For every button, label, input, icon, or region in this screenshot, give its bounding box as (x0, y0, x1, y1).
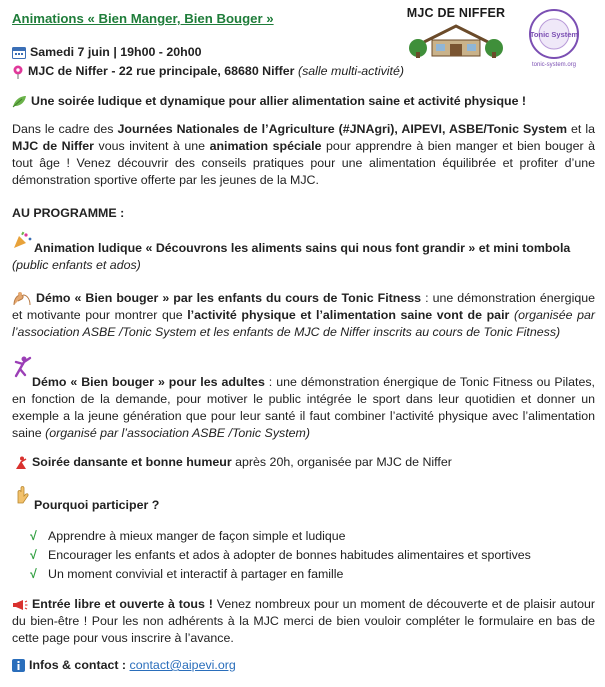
dancer-icon (12, 456, 28, 470)
tonic-logo-text: Tonic System (529, 30, 579, 39)
intro-special: animation spéciale (209, 139, 322, 153)
location-address: - 22 rue principale, 68680 Niffer (107, 64, 298, 78)
mjc-logo-text: MJC DE NIFFER (406, 6, 506, 20)
programme-item-3-note: (organisé par l’association ASBE /Tonic System) (45, 426, 310, 440)
intro-text-4: pour apprendre à bien manger et bien bouger à tout âge ! Venez découvrir des conseils pratiques pour une alimentation équilibrée et profiter d’une démonstration sportive offerte par les jeunes de la MJC. (12, 139, 595, 187)
programme-item-2-title: Démo « Bien bouger » par les enfants du cours de Tonic Fitness (36, 291, 422, 305)
intro-text-3: vous invitent à une (94, 139, 210, 153)
programme-item-3 (12, 374, 595, 442)
why-item-3 (30, 566, 343, 583)
info-icon (12, 659, 25, 672)
check-icon: √ (30, 548, 37, 562)
why-item-2-text: Encourager les enfants et ados à adopter de bonnes habitudes alimentaires et sportives (48, 548, 531, 562)
why-heading: Pourquoi participer ? (34, 498, 160, 512)
location-note: (salle multi-activité) (297, 64, 404, 78)
event-location-line (12, 63, 595, 80)
intro-paragraph (12, 121, 595, 189)
intro-mjc: MJC de Niffer (12, 139, 95, 153)
flexed-arms-icon (12, 291, 32, 307)
programme-item-2 (12, 290, 595, 341)
programme-item-1-text (12, 240, 595, 274)
entry-paragraph (12, 596, 595, 647)
megaphone-icon (12, 598, 28, 611)
programme-item-2-note: (organisée par l’association ASBE /Tonic System et les enfants de MJC de Niffer inscrits au cours de Tonic Fitness) (12, 308, 596, 339)
programme-heading: AU PROGRAMME : (12, 206, 125, 220)
programme-item-1-note: (public enfants et ados) (12, 258, 141, 272)
programme-item-3-title: Démo « Bien bouger » pour les adultes (32, 375, 265, 389)
why-item-1-text: Apprendre à mieux manger de façon simple et ludique (48, 529, 346, 543)
programme-item-2-text: : une démonstration énergique et motivante pour montrer que (12, 291, 595, 322)
programme-item-4-text: après 20h, organisée par MJC de Niffer (231, 455, 452, 469)
calendar-icon (12, 46, 26, 59)
why-item-2 (30, 547, 531, 564)
check-icon: √ (30, 567, 37, 581)
programme-item-3-text: : une démonstration énergique de Tonic Fitness ou Pilates, en fonction de la demande, pour motiver le public intégrée le sport dans leur quotidien et donner un exemple a la jeune génération que pour leur santé il faut combiner l’activité physique avec l’alimentation saine (12, 375, 595, 440)
check-icon: √ (30, 529, 37, 543)
event-date: Samedi 7 juin | 19h00 - 20h00 (30, 45, 202, 59)
leaf-icon (12, 95, 27, 108)
programme-item-4 (12, 454, 595, 471)
intro-text-2: et la (567, 122, 595, 136)
location-name: MJC de Niffer (28, 64, 108, 78)
event-date-line (12, 44, 595, 61)
entry-title: Entrée libre et ouverte à tous ! (32, 597, 213, 611)
contact-line (12, 657, 595, 674)
programme-item-2-highlight: l’activité physique et l’alimentation saine vont de pair (187, 308, 510, 322)
why-item-3-text: Un moment convivial et interactif à partager en famille (48, 567, 344, 581)
entry-text: Venez nombreux pour un moment de découverte et de plaisir autour du bien-être ! Pour les non adhérents à la MJC merci de bien vouloir compléter le formulaire en bas de cette page pour vous inscrire à l’avance. (12, 597, 595, 645)
tonic-logo-url: tonic-system.org (531, 62, 577, 68)
tagline-line (12, 93, 595, 110)
page-title: Animations « Bien Manger, Bien Bouger » (12, 11, 274, 26)
thinking-hand-icon (12, 484, 30, 504)
tagline: Une soirée ludique et dynamique pour allier alimentation saine et activité physique ! (31, 94, 527, 108)
contact-label: Infos & contact : (29, 658, 130, 672)
intro-text-1: Dans le cadre des (12, 122, 118, 136)
programme-item-4-title: Soirée dansante et bonne humeur (32, 455, 232, 469)
location-pin-icon (12, 65, 24, 79)
programme-item-1-title: Animation ludique « Découvrons les aliments sains qui nous font grandir » et mini tombola (34, 241, 571, 255)
why-item-1 (30, 528, 346, 545)
contact-email-link[interactable]: contact@aipevi.org (129, 658, 236, 672)
intro-partners: Journées Nationales de l’Agriculture (#JNAgri), AIPEVI, ASBE/Tonic System (117, 122, 568, 136)
